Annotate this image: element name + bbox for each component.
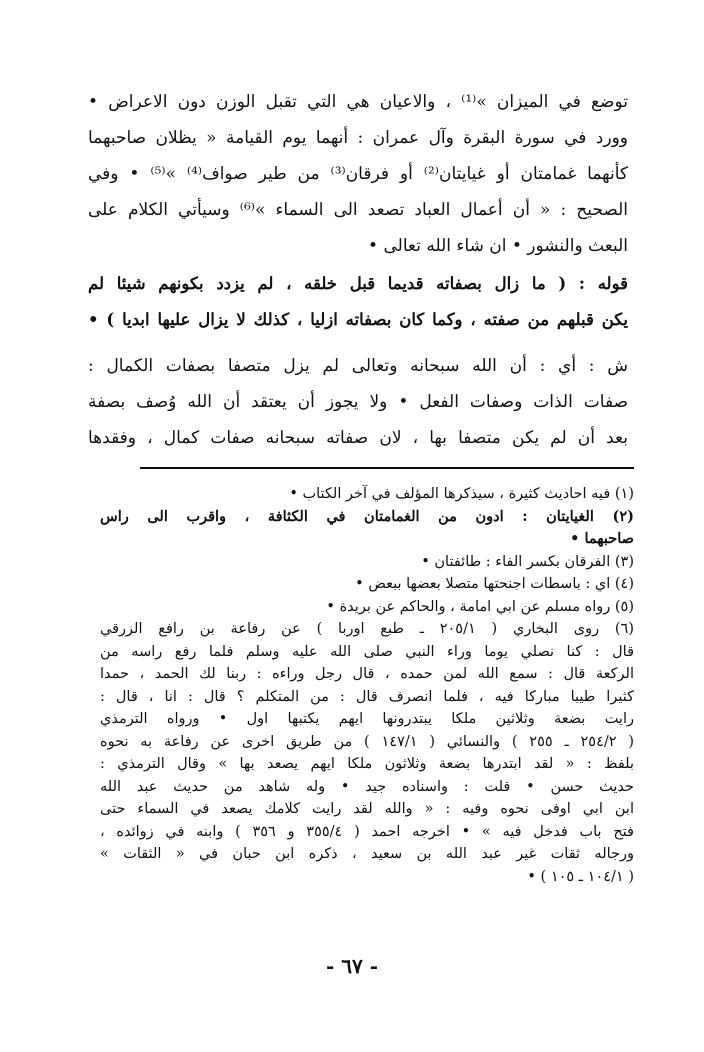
footnote-divider [140,467,634,469]
text-line: الصحيح : « أن أعمال العباد تصعد الى السماء »⁽⁶⁾ وسيأتي الكلام على [88,200,628,220]
commentary-line: ش : أي : أن الله سبحانه وتعالى لم يزل متصفا بصفات الكمال : [88,356,628,376]
text-line: وورد في سورة البقرة وآل عمران : أنهما يوم القيامة « يظلان صاحبهما [88,128,628,148]
page-number: - ٦٧ - [325,954,378,978]
footnote-line: رايت بضعة وثلاثين ملكا يبتدرونها ايهم يكتبها اول • ورواه الترمذي [100,711,634,727]
footnote-line: ( ٢٥٤/٢ ـ ٢٥٥ ) والنسائي ( ١٤٧/١ ) من طريق اخرى عن رفاعة به نحوه [100,733,634,750]
footnote-line: الركعة قال : سمع الله لمن حمده ، قال رجل وراءه : ربنا لك الحمد ، حمدا [100,666,634,682]
footnote-line: بلفظ : « لقد ابتدرها بضعة وثلاثون ملكا ايهم يصعد بها » وقال الترمذي : [100,756,634,772]
quoted-matn [88,266,628,338]
commentary-line: بعد أن لم يكن متصفا بها ، لان صفاته سبحانه صفات كمال ، وفقدها [88,428,628,448]
commentary [88,348,628,456]
footnote-line: قال : كنا نصلي يوما وراء النبي صلى الله عليه وسلم فلما رفع راسه من [100,643,634,660]
footnote-line: ابن ابي اوفى نحوه وفيه : « والله لقد رايت كلامك يصعد في السماء حتى [100,801,634,817]
footnote-line: صاحبهما • [570,530,634,547]
footnote-line: ( ١٠٤/١ ـ ١٠٥ ) • [527,868,634,885]
footnote-line: فتح باب فدخل فيه » • اخرجه احمد ( ٣٥٥/٤ و ٣٥٦ ) وابنه في زوائده ، [100,823,634,840]
footnote-line: (٣) الفرقان بكسر الفاء : طائفتان • [421,553,634,570]
quote-line: قوله : ( ما زال بصفاته قديما قبل خلقه ، لم يزدد بكونهم شيئا لم [88,274,628,293]
footnote-line: كثيرا طيبا مباركا فيه ، فلما انصرف قال : من المتكلم ؟ قال : انا ، قال : [100,688,634,705]
footnote-line: (١) فيه احاديث كثيرة ، سيذكرها المؤلف في آخر الكتاب • [289,486,634,502]
footnote-line: حديث حسن • قلت : واسناده جيد • وله شاهد من حديث عبد الله [100,778,634,795]
footnote-line: (٦) روى البخاري ( ٢٠٥/١ ـ طبع اوربا ) عن رفاعة بن رافع الزرقي [100,621,634,637]
main-text [88,84,628,264]
quote-line: يكن قبلهم من صفته ، وكما كان بصفاته ازليا ، كذلك لا يزال عليها ابديا ) • [88,310,628,329]
text-line: البعث والنشور • ان شاء الله تعالى • [368,236,628,256]
footnotes [100,483,634,888]
text-line: توضع في الميزان »⁽¹⁾ ، والاعيان هي التي تقبل الوزن دون الاعراض • [88,92,629,112]
footnote-line: ورجاله ثقات غير عبد الله بن سعيد ، ذكره ابن حبان في « الثقات » [100,846,634,862]
commentary-line: صفات الذات وصفات الفعل • ولا يجوز أن يعتقد أن الله وُصف بصفة [88,392,628,412]
text-line: كأنهما غمامتان أو غيايتان⁽²⁾ أو فرقان⁽³⁾ من طير صواف⁽⁴⁾ »⁽⁵⁾ • وفي [88,164,629,184]
footnote-line: (٥) رواه مسلم عن ابي امامة ، والحاكم عن بريدة • [326,598,634,615]
footnote-line: (٤) اي : باسطات اجنحتها متصلا بعضها ببعض • [355,576,634,592]
footnote-line: (٢) الغيايتان : ادون من الغمامتان في الكثافة ، واقرب الى راس [100,507,634,525]
